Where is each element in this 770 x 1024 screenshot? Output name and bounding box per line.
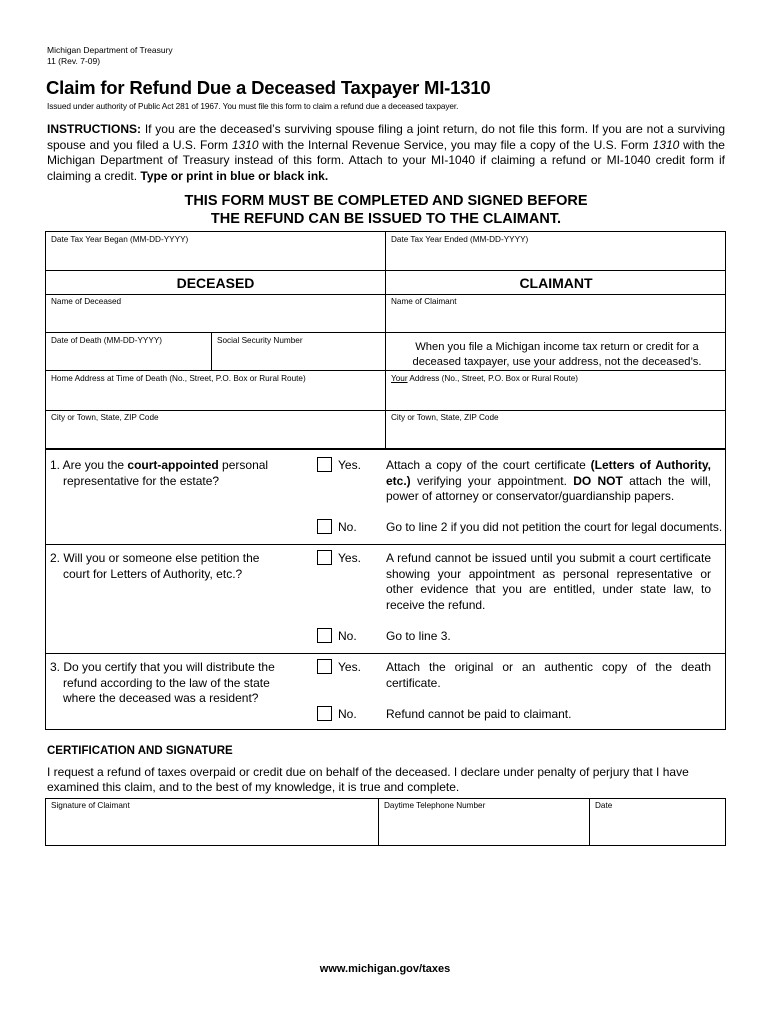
completion-banner: THIS FORM MUST BE COMPLETED AND SIGNED BEFORE THE REFUND CAN BE ISSUED TO THE CLAIMANT. bbox=[184, 193, 588, 227]
question-3: 3. Do you certify that you will distribute the refund according to the law of the state where the deceased was a resident? bbox=[50, 660, 275, 705]
tax-year-ended-field[interactable]: Date Tax Year Ended (MM-DD-YYYY) bbox=[391, 235, 529, 244]
form-title: Claim for Refund Due a Deceased Taxpayer MI-1310 bbox=[46, 77, 491, 98]
q3-no-instruction: Refund cannot be paid to claimant. bbox=[386, 707, 572, 721]
q2-yes-checkbox[interactable] bbox=[317, 550, 332, 565]
certification-statement: I request a refund of taxes overpaid or credit due on behalf of the deceased. I declare under penalty of perjury that I have examined this claim, and to the best of my knowledge, it is true and complete. bbox=[47, 765, 689, 794]
q1-yes-label: Yes. bbox=[338, 458, 361, 472]
instructions: INSTRUCTIONS: If you are the deceased’s surviving spouse filing a joint return, do not file this form. If you are not a surviving spouse and you filed a U.S. Form 1310 with the Internal Revenue Service, you may file a copy of the U.S. Form 1310 with the Michigan Department of Treasury instead of this form. Attach to your MI-1040 if claiming a refund or MI-1040 credit form if claiming a credit. Type or print in blue or black ink. bbox=[47, 122, 725, 183]
home-address-field[interactable]: Home Address at Time of Death (No., Street, P.O. Box or Rural Route) bbox=[51, 374, 306, 383]
q1-no-instruction: Go to line 2 if you did not petition the court for legal documents. bbox=[386, 520, 723, 534]
name-of-claimant-field[interactable]: Name of Claimant bbox=[391, 297, 457, 306]
date-of-death-field[interactable]: Date of Death (MM-DD-YYYY) bbox=[51, 336, 163, 345]
name-of-deceased-field[interactable]: Name of Deceased bbox=[51, 297, 122, 306]
instructions-label: INSTRUCTIONS: bbox=[47, 122, 141, 136]
q2-no-checkbox[interactable] bbox=[317, 628, 332, 643]
q2-yes-instruction: A refund cannot be issued until you submit a court certificate showing your appointment as personal representative or other evidence that you are entitled, under state law, to receive the refund. bbox=[386, 551, 711, 612]
q2-yes-label: Yes. bbox=[338, 551, 361, 565]
question-1: 1. Are you the court-appointed personal representative for the estate? bbox=[50, 458, 269, 488]
q2-no-instruction: Go to line 3. bbox=[386, 629, 451, 643]
q1-no-label: No. bbox=[338, 520, 357, 534]
tax-year-began-field[interactable]: Date Tax Year Began (MM-DD-YYYY) bbox=[51, 235, 189, 244]
q1-no-checkbox[interactable] bbox=[317, 519, 332, 534]
form-revision: 11 (Rev. 7-09) bbox=[47, 56, 101, 66]
ink-instruction: Type or print in blue or black ink. bbox=[140, 168, 329, 183]
your-address-field[interactable]: Your Address (No., Street, P.O. Box or Rural Route) bbox=[391, 374, 579, 383]
q3-no-checkbox[interactable] bbox=[317, 706, 332, 721]
q3-yes-checkbox[interactable] bbox=[317, 659, 332, 674]
signature-date-field[interactable]: Date bbox=[595, 801, 613, 810]
certification-heading: CERTIFICATION AND SIGNATURE bbox=[47, 745, 233, 757]
claimant-heading: CLAIMANT bbox=[519, 275, 593, 291]
claimant-city-field[interactable]: City or Town, State, ZIP Code bbox=[391, 413, 499, 422]
footer-url: www.michigan.gov/taxes bbox=[319, 963, 451, 975]
deceased-city-field[interactable]: City or Town, State, ZIP Code bbox=[51, 413, 159, 422]
q3-no-label: No. bbox=[338, 707, 357, 721]
q1-yes-checkbox[interactable] bbox=[317, 457, 332, 472]
daytime-phone-field[interactable]: Daytime Telephone Number bbox=[384, 801, 486, 810]
q3-yes-label: Yes. bbox=[338, 660, 361, 674]
claimant-signature-field[interactable]: Signature of Claimant bbox=[51, 801, 130, 810]
question-2: 2. Will you or someone else petition the court for Letters of Authority, etc.? bbox=[50, 551, 260, 581]
authority-note: Issued under authority of Public Act 281 of 1967. You must file this form to claim a refund due a deceased taxpayer. bbox=[47, 101, 459, 111]
q3-yes-instruction: Attach the original or an authentic copy of the death certificate. bbox=[386, 660, 711, 690]
deceased-heading: DECEASED bbox=[176, 275, 255, 291]
claimant-address-note: When you file a Michigan income tax return or credit for a deceased taxpayer, use your address, not the deceased’s. bbox=[412, 341, 702, 368]
q2-no-label: No. bbox=[338, 629, 357, 643]
agency-name: Michigan Department of Treasury bbox=[47, 45, 173, 55]
ssn-field[interactable]: Social Security Number bbox=[217, 336, 303, 345]
q1-yes-instruction: Attach a copy of the court certificate (Letters of Authority, etc.) verifying your appointment. DO NOT attach the will, power of attorney or conservator/guardianship papers. bbox=[386, 458, 712, 503]
